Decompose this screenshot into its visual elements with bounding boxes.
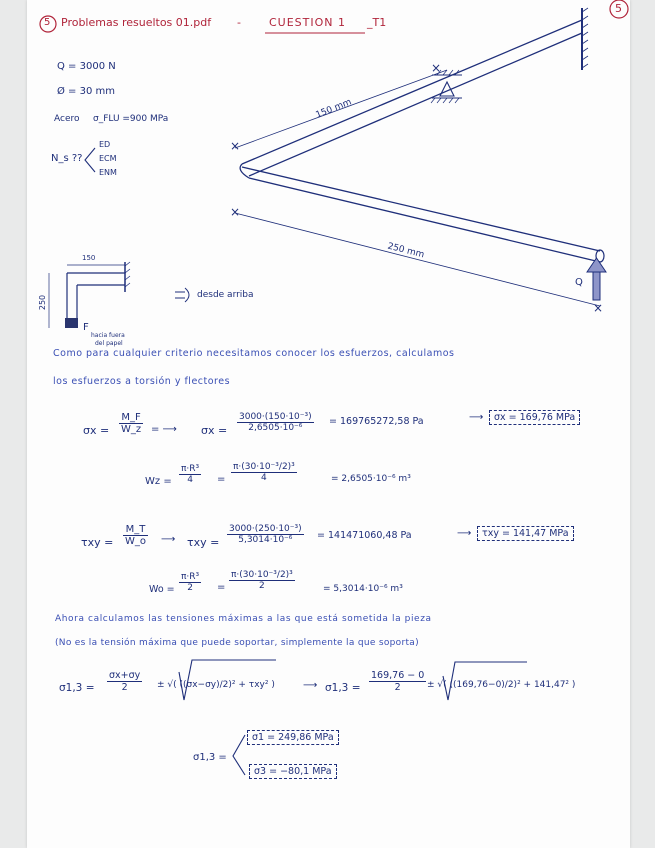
load-label: Q: [575, 277, 583, 288]
header-question: CUESTION 1: [269, 16, 347, 29]
tau-lhs: τxy =: [81, 536, 114, 549]
svg-text:×: ×: [593, 301, 604, 315]
given-steel: Acero: [54, 114, 80, 124]
dim-150-label: 150 mm: [314, 97, 354, 121]
principal-root-1: ± √( ((σx−σy)/2)² + τxy² ): [157, 680, 275, 690]
svg-text:×: ×: [230, 205, 241, 219]
dim-250-line: [235, 213, 600, 306]
principal-arrow: ⟶: [303, 680, 318, 691]
principal-num-2: 169,76 − 0: [371, 670, 425, 681]
given-yield: σ_FLU =900 MPa: [93, 114, 169, 124]
wz-frac-1: [179, 464, 201, 485]
dim-250-label: 250 mm: [386, 241, 426, 261]
document-page: [27, 0, 630, 848]
wo-frac-1: [179, 572, 201, 593]
result-sigma-1: σ1 = 249,86 MPa: [247, 730, 339, 745]
wo-den-1: 2: [187, 583, 193, 593]
sigma-den: W_z: [121, 424, 142, 435]
sigma-arrow-2: ⟶: [469, 412, 484, 423]
implies-head: [185, 288, 189, 302]
sigma-arrow: = ⟶: [151, 424, 177, 435]
mid-line-1: Ahora calculamos las tensiones máximas a las que está sometida la pieza: [55, 614, 432, 624]
sigma-frac-2: [237, 412, 314, 433]
tv-force-label: F: [83, 322, 89, 333]
principal-frac-1: [107, 670, 142, 693]
support-hatch: [431, 98, 459, 103]
wo-result: = 5,3014·10⁻⁶ m³: [323, 584, 403, 594]
tau-num: M_T: [123, 524, 148, 536]
wo-equals: =: [217, 582, 226, 593]
load-arrow-body: [593, 270, 600, 300]
principal-lhs-2: σ1,3 =: [325, 682, 361, 694]
wz-num-1: π·R³: [181, 464, 200, 474]
tv-force-note-2: del papel: [95, 340, 123, 347]
header-tema: _T1: [367, 16, 387, 29]
wo-frac-2: [229, 570, 295, 591]
sigma-frac: [119, 412, 143, 435]
criterion-enm: ENM: [99, 168, 117, 177]
sigma-num: M_F: [119, 412, 143, 424]
header-circle-number: 5: [44, 17, 51, 28]
given-load: Q = 3000 N: [57, 61, 116, 72]
wz-den-2: 4: [261, 473, 267, 483]
tau-arrow: ⟶: [161, 534, 176, 545]
tau-result: = 141471060,48 Pa: [317, 530, 412, 541]
results-lhs: σ1,3 =: [193, 752, 227, 763]
lower-bar-edge1: [242, 167, 600, 251]
principal-den-1: 2: [121, 682, 128, 693]
criterion-ecm: ECM: [99, 154, 117, 163]
tv-caption: desde arriba: [197, 290, 254, 300]
wz-frac-2: [231, 462, 297, 483]
implies-sign: [175, 292, 185, 298]
tau-lhs-2: τxy =: [187, 536, 220, 549]
criterion-ed: ED: [99, 140, 111, 149]
intro-line-1: Como para cualquier criterio necesitamos conocer los esfuerzos, calculamos: [53, 348, 455, 359]
mid-line-2: (No es la tensión máxima que puede soportar, simplemente la que soporta): [55, 638, 419, 648]
svg-text:×: ×: [230, 139, 241, 153]
sigma-boxed: σx = 169,76 MPa: [489, 410, 580, 425]
wz-lhs: Wz =: [145, 476, 172, 487]
intro-line-2: los esfuerzos a torsión y flectores: [53, 376, 231, 387]
tau-num-2: 3000·(250·10⁻³): [229, 524, 302, 534]
tv-dim-150-label: 150: [82, 254, 96, 262]
upper-bar-edge2: [249, 33, 582, 176]
tv-dim-250-label: 250: [38, 294, 48, 311]
result-sigma-3: σ3 = −80,1 MPa: [249, 764, 337, 779]
tau-frac-2: [227, 524, 304, 545]
principal-lhs: σ1,3 =: [59, 682, 95, 694]
tv-tip: [65, 318, 78, 328]
safety-factor: N_s ??: [51, 153, 83, 164]
wz-num-2: π·(30·10⁻³/2)³: [233, 462, 295, 472]
result-brace: [233, 735, 245, 775]
svg-text:×: ×: [431, 61, 442, 75]
given-diameter: Ø = 30 mm: [57, 86, 115, 97]
elbow-curve: [240, 164, 249, 178]
criteria-brace: [85, 148, 95, 172]
tau-boxed: τxy = 141,47 MPa: [477, 526, 574, 541]
sigma-den-2: 2,6505·10⁻⁶: [248, 423, 303, 433]
sigma-num-2: 3000·(150·10⁻³): [239, 412, 312, 422]
sigma-lhs-2: σx =: [201, 424, 228, 437]
wo-num-2: π·(30·10⁻³/2)³: [231, 570, 293, 580]
tau-arrow-2: ⟶: [457, 528, 472, 539]
upper-bar-edge1: [242, 20, 582, 164]
wz-result: = 2,6505·10⁻⁶ m³: [331, 474, 411, 484]
wo-den-2: 2: [259, 581, 265, 591]
sigma-result: = 169765272,58 Pa: [329, 416, 424, 427]
principal-frac-2: [369, 670, 426, 693]
wo-num-1: π·R³: [181, 572, 200, 582]
tv-force-note-1: hacia fuera: [91, 332, 125, 339]
principal-root-2: ± √( ((169,76−0)/2)² + 141,47² ): [427, 680, 576, 690]
tau-den-2: 5,3014·10⁻⁶: [238, 535, 293, 545]
sigma-lhs: σx =: [83, 424, 110, 437]
corner-number: 5: [615, 2, 622, 15]
header-title: Problemas resueltos 01.pdf: [61, 16, 212, 29]
tau-frac: [123, 524, 148, 547]
principal-num-1: σx+σy: [109, 670, 141, 681]
tau-den: W_o: [125, 536, 147, 547]
principal-den-2: 2: [394, 682, 401, 693]
wz-den-1: 4: [187, 475, 193, 485]
wz-equals: =: [217, 474, 226, 485]
wo-lhs: Wo =: [149, 584, 175, 595]
lower-bar-edge2: [249, 178, 600, 262]
header-dash: -: [237, 16, 241, 29]
